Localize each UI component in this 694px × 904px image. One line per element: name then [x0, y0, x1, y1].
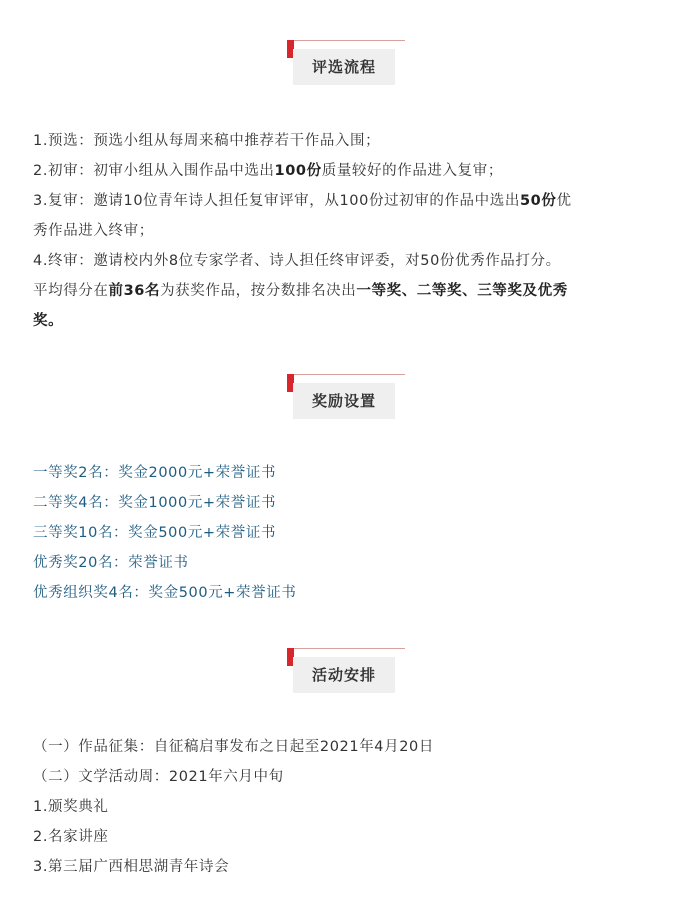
award-item: 一等奖2名：奖金2000元+荣誉证书 [33, 465, 277, 481]
schedule-item: 3.第三届广西相思湖青年诗会 [33, 859, 230, 875]
section-title: 评选流程 [293, 49, 395, 85]
process-line: 平均得分在前36名为获奖作品，按分数排名决出一等奖、二等奖、三等奖及优秀 [33, 283, 568, 299]
section-title: 活动安排 [293, 657, 395, 693]
award-item: 三等奖10名：奖金500元+荣誉证书 [33, 525, 277, 541]
header-rule [292, 374, 405, 375]
process-line: 1.预选：预选小组从每周来稿中推荐若干作品入围； [33, 133, 381, 149]
section-header-awards [0, 374, 694, 434]
schedule-item: （一）作品征集：自征稿启事发布之日起至2021年4月20日 [33, 739, 434, 755]
section-header-selection-process [0, 40, 694, 100]
header-rule [292, 40, 405, 41]
section-title: 奖励设置 [293, 383, 395, 419]
process-line: 秀作品进入终审； [33, 223, 154, 239]
awards-list [33, 458, 663, 608]
process-line: 奖。 [33, 313, 64, 329]
award-item: 优秀奖20名：荣誉证书 [33, 555, 189, 571]
award-item: 二等奖4名：奖金1000元+荣誉证书 [33, 495, 277, 511]
schedule-list [33, 732, 663, 882]
award-item: 优秀组织奖4名：奖金500元+荣誉证书 [33, 585, 297, 601]
process-line: 2.初审：初审小组从入围作品中选出100份质量较好的作品进入复审； [33, 163, 503, 179]
section-header-schedule [0, 648, 694, 708]
schedule-item: 1.颁奖典礼 [33, 799, 109, 815]
header-rule [292, 648, 405, 649]
process-line: 4.终审：邀请校内外8位专家学者、诗人担任终审评委，对50份优秀作品打分。 [33, 253, 561, 269]
process-line: 3.复审：邀请10位青年诗人担任复审评审，从100份过初审的作品中选出50份优 [33, 193, 572, 209]
selection-process-text [33, 126, 663, 336]
schedule-item: （二）文学活动周：2021年六月中旬 [33, 769, 284, 785]
schedule-item: 2.名家讲座 [33, 829, 109, 845]
